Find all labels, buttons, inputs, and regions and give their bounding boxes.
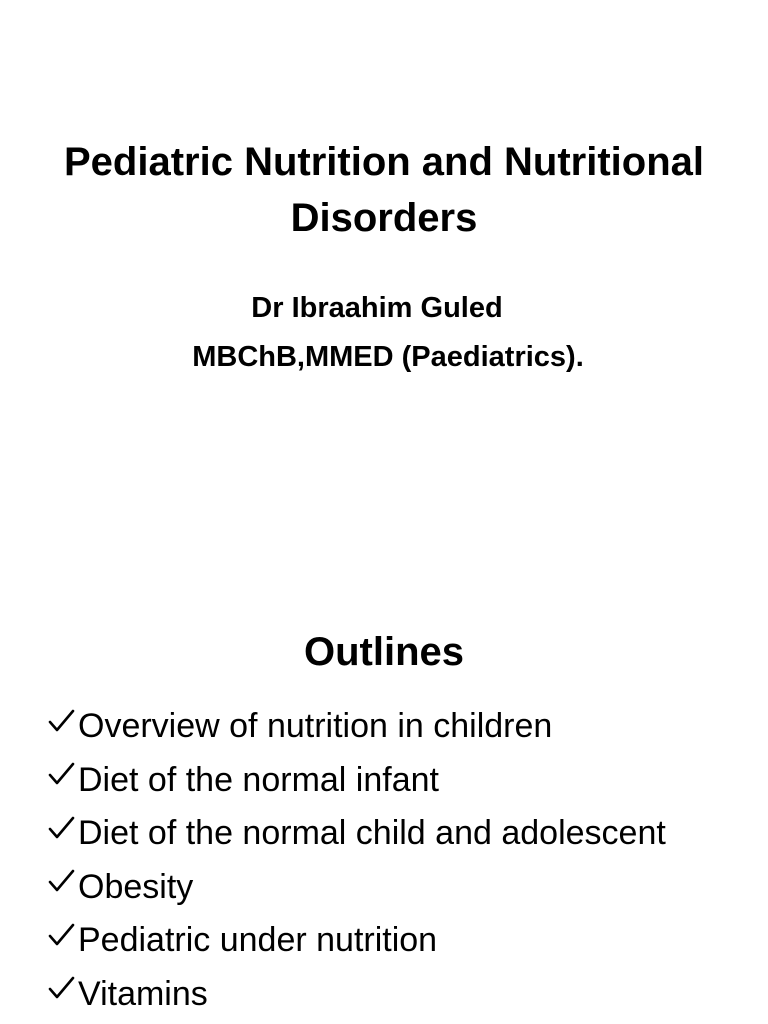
list-item-label: Overview of nutrition in children	[78, 707, 553, 745]
checkmark-icon	[48, 709, 76, 735]
list-item-label: Obesity	[78, 867, 194, 906]
list-item	[48, 861, 748, 915]
list-item	[48, 807, 748, 861]
checkmark-icon	[48, 976, 76, 1002]
list-item	[48, 700, 748, 754]
list-item-label: Diet of the normal child and adolescent	[78, 814, 666, 852]
checkmark-icon	[48, 816, 76, 842]
author-name: Dr Ibraahim Guled	[251, 292, 503, 324]
outline-heading: Outlines	[303, 630, 465, 674]
checkmark-icon	[48, 762, 76, 788]
title-line-2: Disorders	[290, 196, 478, 240]
title-line-1: Pediatric Nutrition and Nutritional	[63, 140, 705, 184]
author-block	[0, 284, 768, 382]
list-item-label: Diet of the normal infant	[78, 760, 439, 799]
document-title	[0, 134, 768, 246]
list-item-label: Vitamins	[78, 974, 208, 1013]
list-item	[48, 754, 748, 808]
author-credentials: MBChB,MMED (Paediatrics).	[192, 341, 584, 373]
checkmark-icon	[48, 923, 76, 949]
list-item	[48, 914, 748, 968]
outline-list	[48, 700, 748, 1021]
list-item	[48, 968, 748, 1022]
list-item-label: Pediatric under nutrition	[78, 921, 438, 959]
checkmark-icon	[48, 869, 76, 895]
